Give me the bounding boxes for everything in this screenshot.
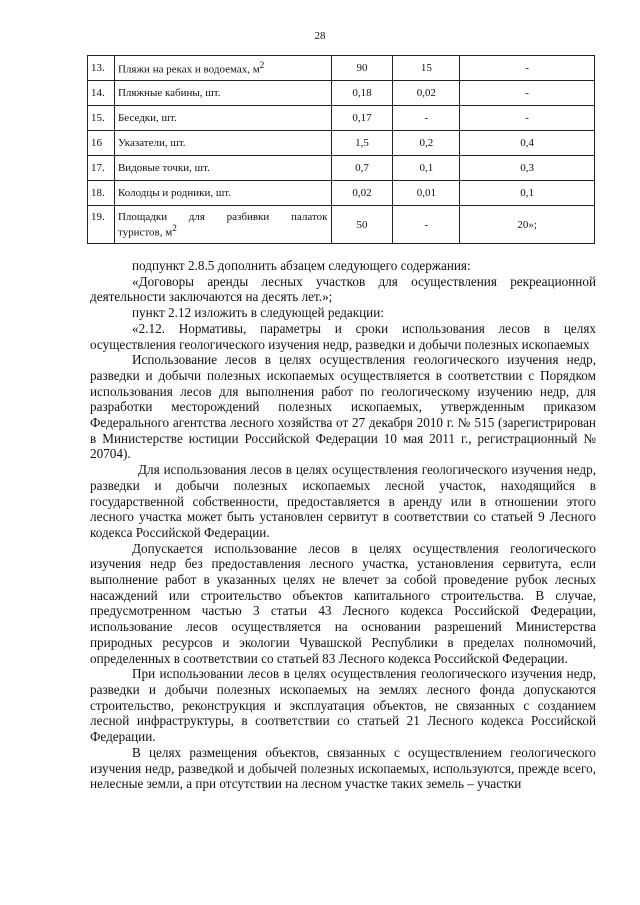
row-value: 0,02 xyxy=(331,181,393,206)
row-value: 20»; xyxy=(460,206,595,244)
paragraph: пункт 2.12 изложить в следующей редакции: xyxy=(132,305,384,321)
table-row xyxy=(88,206,595,244)
paragraph: В целях размещения объектов, связанных с осуществлением геологического изучения недр, разведкой и добычей полезных ископаемых, используются, прежде всего, нелесные земли, а при отсутствии на лесном участке таких земель – участки xyxy=(90,744,596,792)
row-value: 0,1 xyxy=(460,181,595,206)
paragraph: подпункт 2.8.5 дополнить абзацем следующего содержания: xyxy=(132,258,471,273)
paragraph: «Договоры аренды лесных участков для осуществления рекреационной деятельности заключаются на десять лет.»; xyxy=(90,273,596,305)
row-value: 15 xyxy=(393,56,460,81)
row-name: Колодцы и родники, шт. xyxy=(114,181,331,206)
row-name: Пляжные кабины, шт. xyxy=(114,81,331,106)
row-value: 0,7 xyxy=(331,156,393,181)
table-row xyxy=(88,56,595,81)
row-name: Видовые точки, шт. xyxy=(114,156,331,181)
row-number: 19. xyxy=(88,206,115,244)
paragraph: При использовании лесов в целях осуществления геологического изучения недр, разведки и добычи полезных ископаемых на землях лесного фонда допускаются строительство, реконструкция и эксплуатация объектов, не связанных с созданием лесной инфраструктуры, в соответствии со статьей 21 Лесного кодекса Российской Федерации. xyxy=(90,666,596,745)
row-value: - xyxy=(460,106,595,131)
row-value: 50 xyxy=(331,206,393,244)
table-row xyxy=(88,156,595,181)
row-number: 18. xyxy=(88,181,115,206)
row-value: 0,3 xyxy=(460,156,595,181)
row-value: 0,2 xyxy=(393,131,460,156)
row-value: 0,1 xyxy=(393,156,460,181)
row-name: Площадки для разбивки палаток туристов, $м^2$ xyxy=(114,206,331,244)
paragraph: Для использования лесов в целях осуществления геологического изучения недр, разведки и добычи полезных ископаемых лесной участок, находящийся в государственной собственности, предоставляется в аренду или в отношении этого лесного участка может быть установлен сервитут в соответствии со статьей 9 Лесного кодекса Российской Федерации. xyxy=(90,462,596,540)
row-value: 0,02 xyxy=(393,81,460,106)
row-value: - xyxy=(393,106,460,131)
row-value: - xyxy=(460,81,595,106)
row-name: Указатели, шт. xyxy=(114,131,331,156)
page-number: 28 xyxy=(314,30,326,42)
row-name: Пляжи на реках и водоемах, $м^2$ xyxy=(114,56,331,81)
body-text xyxy=(90,258,596,792)
paragraph: Допускается использование лесов в целях осуществления геологического изучения недр без предоставления лесного участка, установления сервитута, если выполнение работ в указанных целях не влечет за собой проведение рубок лесных насаждений или строительство объектов капитального строительства. В случае, предусмотренном частью 3 статьи 43 Лесного кодекса Российской Федерации, использование лесов осуществляется на основании разрешений Министерства природных ресурсов и экологии Чувашской Республики в пределах полномочий, определенных в соответствии со статьей 83 Лесного кодекса Российской Федерации. xyxy=(90,540,596,666)
paragraph: Использование лесов в целях осуществления геологического изучения недр, разведки и добычи полезных ископаемых осуществляется в соответствии с Порядком использования лесов для выполнения работ по геологическому изучению недр, для разработки месторождений полезных ископаемых, утвержденным приказом Федерального агентства лесного хозяйства от 27 декабря 2010 г. № 515 (зарегистрирован в Министерстве юстиции Российской Федерации 10 мая 2011 г., регистрационный № 20704). xyxy=(90,352,596,462)
row-value: 0,17 xyxy=(331,106,393,131)
table-row xyxy=(88,131,595,156)
row-value: 0,4 xyxy=(460,131,595,156)
row-number: 14. xyxy=(88,81,115,106)
row-value: 1,5 xyxy=(331,131,393,156)
row-value: - xyxy=(460,56,595,81)
row-value: 0,18 xyxy=(331,81,393,106)
row-number: 15. xyxy=(88,106,115,131)
row-name: Беседки, шт. xyxy=(114,106,331,131)
table-row xyxy=(88,106,595,131)
row-value: - xyxy=(393,206,460,244)
table-row xyxy=(88,81,595,106)
row-number: 16 xyxy=(88,131,115,156)
table-row xyxy=(88,181,595,206)
section-heading: «2.12. Нормативы, параметры и сроки использования лесов в целях осуществления геологического изучения недр, разведки и добычи полезных ископаемых xyxy=(90,320,596,352)
row-number: 17. xyxy=(88,156,115,181)
row-value: 90 xyxy=(331,56,393,81)
row-number: 13. xyxy=(88,56,115,81)
row-value: 0,01 xyxy=(393,181,460,206)
norms-table xyxy=(87,55,595,244)
